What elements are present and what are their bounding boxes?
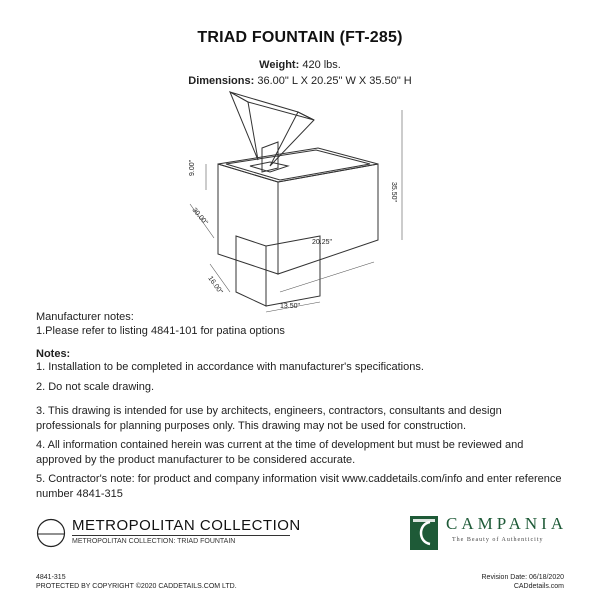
sculpture-plate [230, 92, 314, 120]
weight-label: Weight: [259, 59, 300, 71]
dim-basin-height: 9.00" [189, 159, 196, 176]
reference-number: 4841-315 [36, 574, 66, 581]
site-link[interactable]: CADdetails.com [513, 583, 564, 590]
fountain-drawing [170, 86, 430, 318]
dim-total-height: 35.50" [390, 182, 397, 203]
brand-tagline: The Beauty of Authenticity [452, 537, 544, 543]
dim-width-top: 20.25" [312, 239, 333, 246]
page-title: TRIAD FOUNTAIN (FT-285) [197, 29, 403, 46]
dim-pedestal-width: 13.50" [280, 303, 301, 310]
revision-date: Revision Date: 06/18/2020 [481, 574, 564, 581]
brand-name: CAMPANIA [446, 514, 568, 533]
weight-value: 420 lbs. [302, 59, 341, 71]
footer-right [482, 573, 565, 591]
pedestal-side [266, 236, 320, 306]
note-item: 5. Contractor's note: for product and company information visit www.caddetails.com/info and enter reference number 4841-315 [36, 473, 562, 500]
note-item: 1. Installation to be completed in accordance with manufacturer's specifications. [36, 361, 424, 373]
manufacturer-note: 1.Please refer to listing 4841-101 for patina options [36, 325, 285, 337]
dim-pedestal-depth: 16.00" [206, 275, 224, 296]
dimensions-value: 36.00" L X 20.25" W X 35.50" H [257, 75, 412, 87]
note-item: 2. Do not scale drawing. [36, 381, 155, 393]
note-item: 4. All information contained herein was current at the time of development but must be reviewed and approved by the product manufacturer to be considered accurate. [36, 439, 524, 466]
collection-title: METROPOLITAN COLLECTION [72, 517, 301, 534]
basin-front [218, 164, 278, 274]
copyright-text: PROTECTED BY COPYRIGHT ©2020 CADDETAILS.COM LTD. [36, 583, 237, 590]
collection-subtitle: METROPOLITAN COLLECTION: TRIAD FOUNTAIN [72, 538, 236, 545]
collection-divider [72, 535, 290, 536]
footer-left [36, 573, 237, 591]
collection-logo-icon [36, 518, 66, 548]
note-item: 3. This drawing is intended for use by architects, engineers, contractors, consultants and design professionals for planning purposes only. This drawing may not be used for construction. [36, 405, 502, 432]
campania-logo-icon [410, 516, 438, 550]
pedestal-front [236, 236, 266, 306]
dim-length: 30.00" [190, 206, 209, 227]
basin-side [278, 164, 378, 274]
dimensions-label: Dimensions: [188, 75, 255, 87]
notes-heading: Notes: [36, 348, 71, 360]
manufacturer-notes-heading: Manufacturer notes: [36, 311, 134, 323]
weight-spec [0, 59, 600, 71]
